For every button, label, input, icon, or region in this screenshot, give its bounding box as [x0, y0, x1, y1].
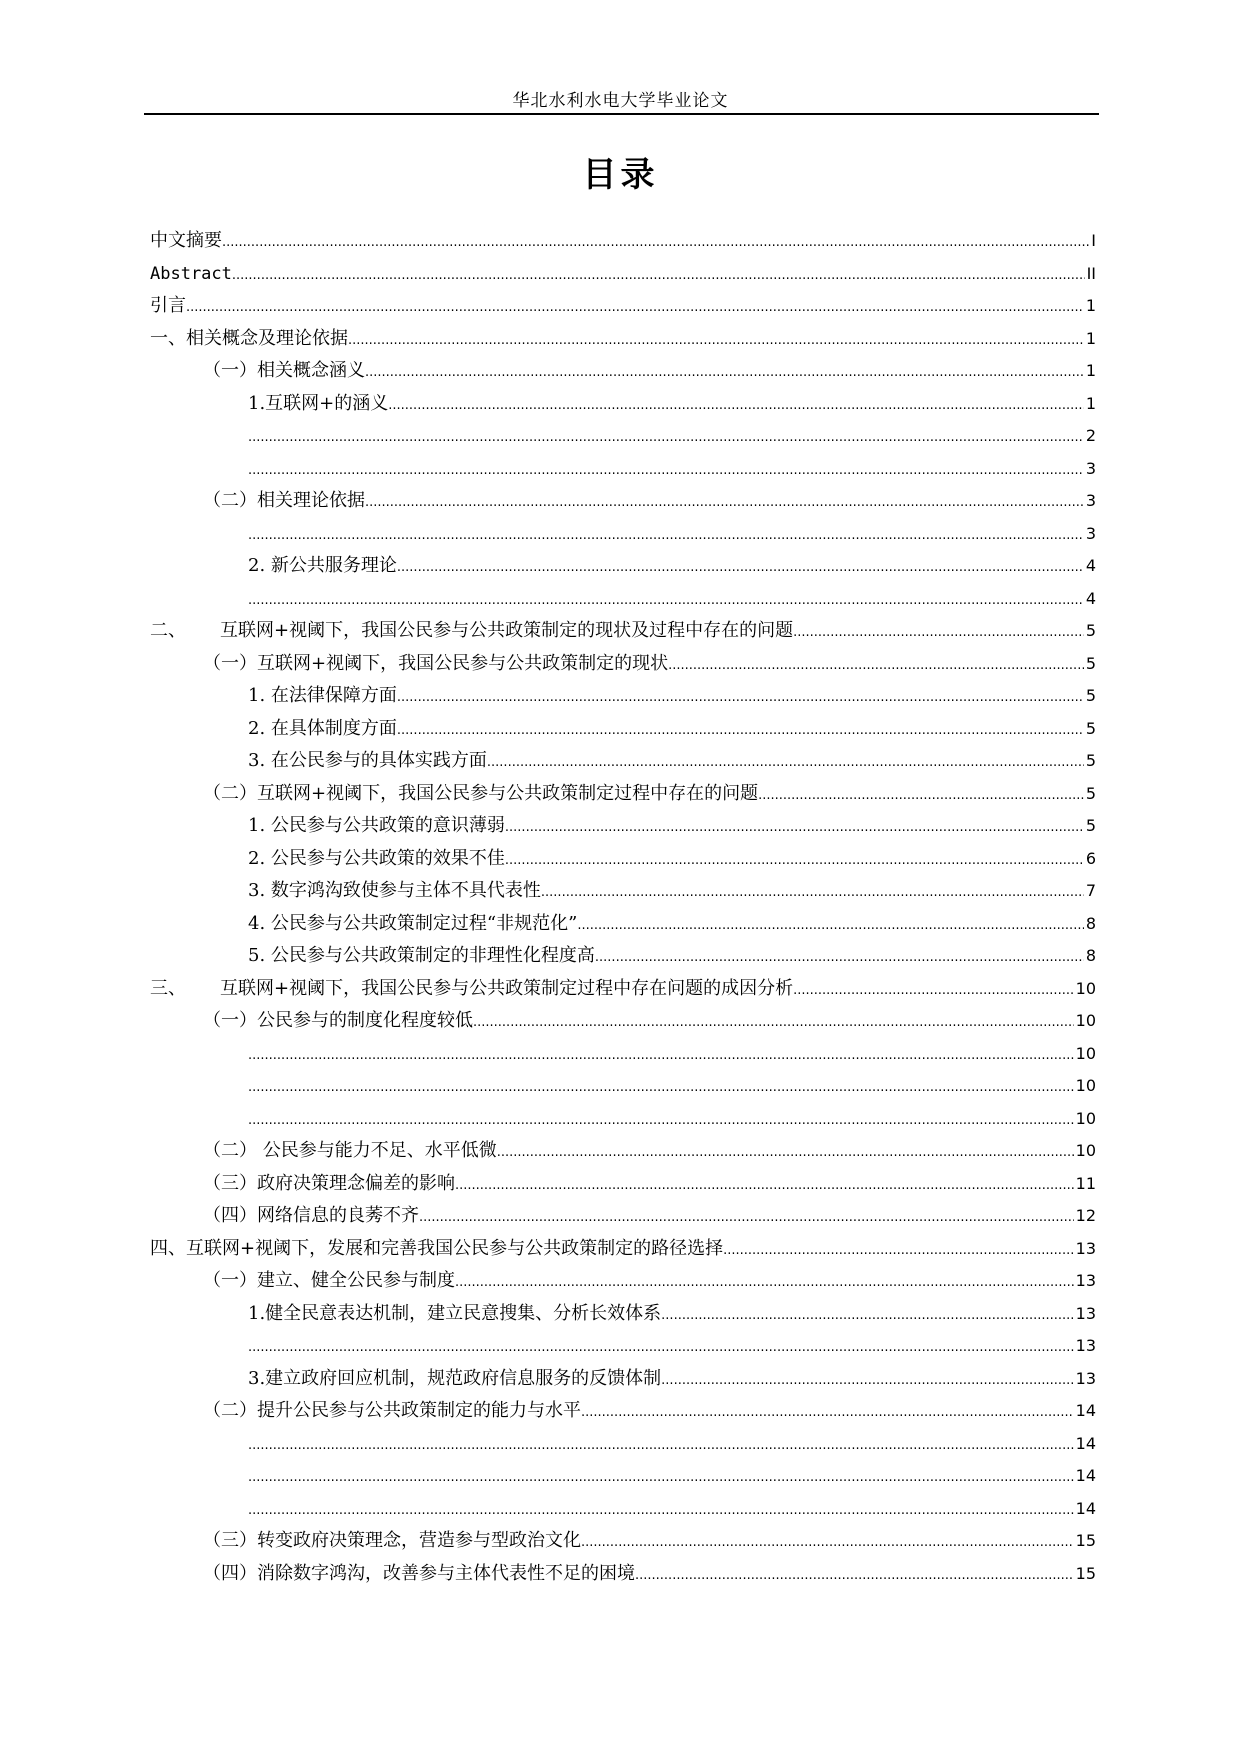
dot-leader — [248, 455, 1084, 488]
toc-entry[interactable] — [150, 355, 1096, 388]
toc-entry[interactable] — [150, 680, 1096, 713]
toc-page-number: 10 — [1075, 1011, 1096, 1030]
toc-page-number: 8 — [1085, 946, 1096, 965]
toc-entry-label: （二） 公民参与能力不足、水平低微 — [203, 1140, 497, 1161]
toc-entry[interactable] — [150, 1363, 1096, 1396]
toc-entry[interactable] — [150, 388, 1096, 421]
toc-page-number: 4 — [1085, 588, 1096, 608]
toc-entry[interactable] — [150, 1298, 1096, 1331]
toc-entry-label: （三）转变政府决策理念，营造参与型政治文化 — [203, 1530, 581, 1551]
toc-entry-label: 1.健全民意表达机制，建立民意搜集、分析长效体系 — [248, 1302, 662, 1324]
toc-page-number: 5 — [1085, 621, 1096, 640]
toc-page-number: 13 — [1075, 1271, 1096, 1290]
toc-entry[interactable] — [150, 1168, 1096, 1201]
toc-entry-label: 1.互联网+的涵义 — [248, 392, 389, 414]
dot-leader — [455, 1170, 1074, 1203]
dot-leader — [793, 617, 1084, 650]
toc-section-title: 互联网+视阈下，我国公民参与公共政策制定过程中存在问题的成因分析 — [220, 977, 794, 999]
toc-page-number: II — [1086, 263, 1096, 283]
toc-entry-label: 中文摘要 — [150, 230, 222, 251]
page-header: 华北水利水电大学毕业论文 — [512, 91, 729, 111]
dot-leader — [723, 1235, 1074, 1268]
toc-section-number: 二、 — [150, 620, 186, 641]
dot-leader — [248, 1495, 1074, 1528]
toc-page-number: 5 — [1085, 653, 1096, 673]
toc-entry-label: （四）网络信息的良莠不齐 — [203, 1205, 419, 1226]
toc-entry-label: （二）提升公民参与公共政策制定的能力与水平 — [203, 1400, 581, 1421]
toc-entry[interactable] — [150, 583, 1096, 616]
dot-leader — [455, 1267, 1074, 1300]
toc-entry[interactable] — [150, 908, 1096, 941]
dot-leader — [222, 227, 1089, 260]
dot-leader — [365, 487, 1084, 520]
dot-leader — [541, 877, 1084, 910]
toc-page-number: 11 — [1075, 1173, 1096, 1193]
toc-page-number: 14 — [1075, 1433, 1096, 1453]
toc-entry-label: 3. 数字鸿沟致使参与主体不具代表性 — [248, 880, 541, 901]
toc-entry[interactable] — [150, 843, 1096, 876]
toc-title: 目录 — [582, 155, 659, 195]
toc-entry[interactable] — [150, 1558, 1096, 1591]
toc-entry-label: 1. 公民参与公共政策的意识薄弱 — [248, 815, 505, 836]
table-of-contents — [150, 225, 1096, 1590]
toc-page-number: I — [1091, 231, 1096, 250]
toc-entry[interactable] — [150, 648, 1096, 681]
toc-page-number: 6 — [1085, 848, 1096, 868]
toc-entry[interactable] — [150, 973, 1096, 1006]
toc-entry[interactable] — [150, 615, 1096, 648]
toc-page-number: 12 — [1075, 1206, 1096, 1225]
toc-page-number: 5 — [1085, 718, 1096, 738]
dot-leader — [577, 910, 1084, 943]
toc-page-number: 7 — [1085, 881, 1096, 900]
toc-entry[interactable] — [150, 1135, 1096, 1168]
toc-page-number: 10 — [1075, 978, 1096, 998]
toc-entry[interactable] — [150, 323, 1096, 356]
dot-leader — [397, 715, 1084, 748]
toc-entry[interactable] — [150, 1005, 1096, 1038]
dot-leader — [248, 1462, 1074, 1495]
toc-entry[interactable] — [150, 1103, 1096, 1136]
dot-leader — [186, 292, 1084, 325]
dot-leader — [248, 1072, 1074, 1105]
toc-page-number: 13 — [1075, 1368, 1096, 1388]
toc-entry[interactable] — [150, 1038, 1096, 1071]
toc-page-number: 15 — [1075, 1531, 1096, 1550]
dot-leader — [497, 1137, 1074, 1170]
dot-leader — [248, 1040, 1074, 1073]
toc-entry[interactable] — [150, 1233, 1096, 1266]
toc-entry[interactable] — [150, 420, 1096, 453]
toc-page-number: 3 — [1085, 523, 1096, 543]
toc-entry[interactable] — [150, 1525, 1096, 1558]
toc-entry-label: 引言 — [150, 295, 186, 316]
toc-entry[interactable] — [150, 258, 1096, 291]
dot-leader — [248, 1430, 1074, 1463]
dot-leader — [793, 975, 1074, 1008]
dot-leader — [248, 585, 1084, 618]
toc-entry[interactable] — [150, 225, 1096, 258]
toc-entry[interactable] — [150, 940, 1096, 973]
toc-entry[interactable] — [150, 1070, 1096, 1103]
toc-entry[interactable] — [150, 453, 1096, 486]
toc-entry-label: （一）互联网+视阈下，我国公民参与公共政策制定的现状 — [203, 652, 669, 674]
toc-entry[interactable] — [150, 1460, 1096, 1493]
dot-leader — [668, 650, 1084, 683]
toc-page-number: 5 — [1085, 751, 1096, 770]
toc-entry-label: 3.建立政府回应机制，规范政府信息服务的反馈体制 — [248, 1367, 662, 1389]
toc-page-number: 8 — [1085, 913, 1096, 933]
toc-page-number: 2 — [1085, 426, 1096, 445]
toc-page-number: 3 — [1085, 458, 1096, 478]
toc-entry[interactable] — [150, 713, 1096, 746]
toc-entry-label — [150, 973, 793, 1006]
toc-entry[interactable] — [150, 550, 1096, 583]
toc-entry-label — [150, 615, 793, 648]
toc-entry[interactable] — [150, 1493, 1096, 1526]
dot-leader — [232, 260, 1085, 293]
toc-entry[interactable] — [150, 875, 1096, 908]
toc-entry-label: （一）相关概念涵义 — [203, 360, 365, 381]
toc-entry-label: 2. 新公共服务理论 — [248, 555, 397, 576]
toc-entry[interactable] — [150, 485, 1096, 518]
dot-leader — [581, 1397, 1074, 1430]
toc-page-number: 1 — [1085, 393, 1096, 413]
toc-entry-label: 2. 在具体制度方面 — [248, 717, 397, 739]
toc-entry[interactable] — [150, 1265, 1096, 1298]
dot-leader — [581, 1527, 1074, 1560]
dot-leader — [248, 422, 1084, 455]
dot-leader — [661, 1300, 1073, 1333]
toc-entry[interactable] — [150, 778, 1096, 811]
toc-entry-label: （一）公民参与的制度化程度较低 — [203, 1010, 473, 1031]
toc-entry[interactable] — [150, 518, 1096, 551]
dot-leader — [505, 845, 1084, 878]
toc-section-number: 三、 — [150, 977, 186, 999]
dot-leader — [595, 942, 1084, 975]
toc-entry-label: 1. 在法律保障方面 — [248, 685, 397, 706]
toc-entry[interactable] — [150, 1428, 1096, 1461]
toc-page-number: 10 — [1075, 1076, 1096, 1095]
toc-entry-label: 4. 公民参与公共政策制定过程“非规范化” — [248, 912, 578, 934]
toc-entry-label: （四）消除数字鸿沟，改善参与主体代表性不足的困境 — [203, 1562, 635, 1584]
toc-entry-label: Abstract — [150, 263, 232, 284]
toc-page-number: 5 — [1085, 783, 1096, 803]
toc-page-number: 4 — [1085, 556, 1096, 575]
toc-entry-label: 2. 公民参与公共政策的效果不佳 — [248, 847, 505, 869]
toc-page-number: 15 — [1075, 1563, 1096, 1583]
toc-page-number: 1 — [1085, 361, 1096, 380]
dot-leader — [635, 1560, 1074, 1593]
toc-page-number: 1 — [1085, 296, 1096, 315]
dot-leader — [505, 812, 1084, 845]
toc-entry-label: 3. 在公民参与的具体实践方面 — [248, 750, 487, 771]
toc-section-title: 互联网+视阈下，我国公民参与公共政策制定的现状及过程中存在的问题 — [220, 620, 794, 641]
toc-page-number: 14 — [1075, 1498, 1096, 1518]
toc-entry[interactable] — [150, 810, 1096, 843]
toc-entry-label: （二）互联网+视阈下，我国公民参与公共政策制定过程中存在的问题 — [203, 782, 759, 804]
dot-leader — [248, 520, 1084, 553]
toc-page-number: 5 — [1085, 816, 1096, 835]
dot-leader — [348, 325, 1084, 358]
dot-leader — [397, 682, 1084, 715]
toc-entry[interactable] — [150, 1330, 1096, 1363]
toc-page-number: 10 — [1075, 1141, 1096, 1160]
toc-entry[interactable] — [150, 1395, 1096, 1428]
toc-page-number: 13 — [1075, 1303, 1096, 1323]
toc-entry-label: （二）相关理论依据 — [203, 490, 365, 511]
toc-page-number: 14 — [1075, 1466, 1096, 1485]
toc-page-number: 13 — [1075, 1238, 1096, 1258]
dot-leader — [397, 552, 1084, 585]
dot-leader — [388, 390, 1084, 423]
toc-entry-label: （三）政府决策理念偏差的影响 — [203, 1172, 455, 1194]
dot-leader — [365, 357, 1084, 390]
dot-leader — [758, 780, 1084, 813]
dot-leader — [661, 1365, 1073, 1398]
toc-page-number: 1 — [1085, 328, 1096, 348]
toc-page-number: 10 — [1075, 1108, 1096, 1128]
dot-leader — [473, 1007, 1074, 1040]
toc-entry[interactable] — [150, 290, 1096, 323]
dot-leader — [248, 1105, 1074, 1138]
toc-entry-label: 5. 公民参与公共政策制定的非理性化程度高 — [248, 945, 595, 966]
toc-page-number: 3 — [1085, 491, 1096, 510]
header-rule — [144, 113, 1099, 115]
toc-entry[interactable] — [150, 745, 1096, 778]
toc-page-number: 13 — [1075, 1336, 1096, 1355]
dot-leader — [487, 747, 1084, 780]
toc-entry[interactable] — [150, 1200, 1096, 1233]
toc-entry-label: 一、相关概念及理论依据 — [150, 327, 348, 349]
toc-entry-label: 四、互联网+视阈下，发展和完善我国公民参与公共政策制定的路径选择 — [150, 1237, 724, 1259]
dot-leader — [248, 1332, 1074, 1365]
dot-leader — [419, 1202, 1074, 1235]
toc-page-number: 5 — [1085, 686, 1096, 705]
toc-page-number: 14 — [1075, 1401, 1096, 1420]
toc-entry-label: （一）建立、健全公民参与制度 — [203, 1270, 455, 1291]
toc-page-number: 10 — [1075, 1043, 1096, 1063]
